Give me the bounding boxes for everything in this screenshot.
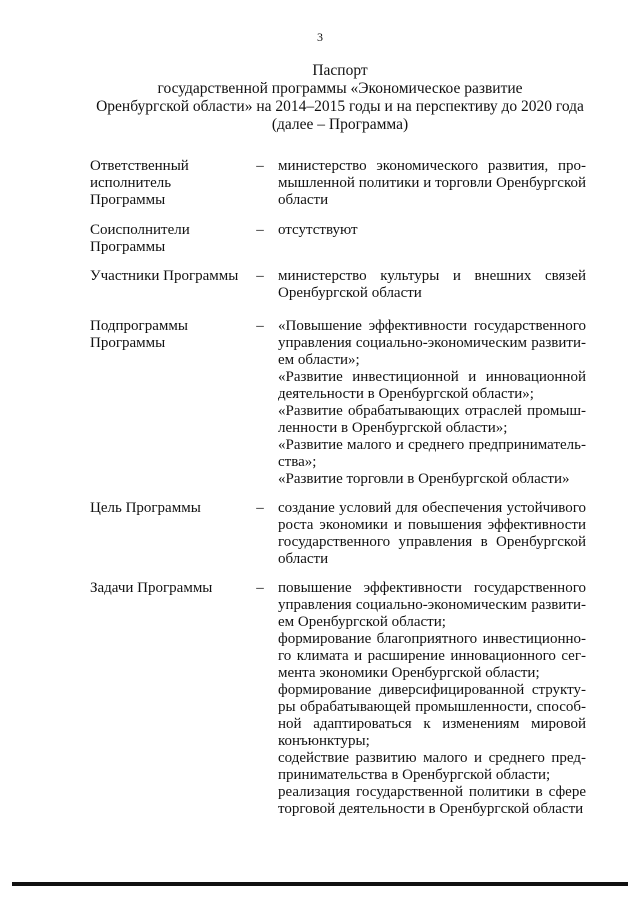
row-content: [278, 222, 586, 239]
content-line: формирование благоприятного инвестиционно-: [278, 631, 586, 647]
row-dash: –: [256, 222, 264, 238]
row-content: [278, 500, 586, 568]
content-line: торговой деятельности в Оренбургской области: [278, 801, 584, 817]
label-line: Программы: [90, 192, 166, 208]
content-line: ства»;: [278, 454, 317, 470]
content-line: принимательства в Оренбургской области;: [278, 767, 551, 783]
content-line: ной адаптироваться к изменениям мировой: [278, 716, 586, 732]
content-line: роста экономики и повышения эффективности: [278, 517, 586, 533]
row-dash: –: [256, 318, 264, 334]
content-line: содействие развитию малого и среднего пред-: [278, 750, 586, 766]
content-line: ленности в Оренбургской области»;: [278, 420, 508, 436]
row-content: [278, 158, 586, 209]
content-line: реализация государственной политики в сфере: [278, 784, 586, 800]
row-label: [90, 222, 250, 256]
title-line-abbrev: (далее – Программа): [271, 116, 409, 133]
title-line-region-period: Оренбургской области» на 2014–2015 годы и на перспективу до 2020 года: [96, 98, 584, 115]
label-line: исполнитель: [90, 175, 172, 191]
content-line: области: [278, 551, 329, 567]
row-content: [278, 268, 586, 302]
label-line: Цель Программы: [90, 500, 201, 516]
bottom-rule: [12, 882, 628, 886]
content-line: формирование диверсифицированной структу-: [278, 682, 586, 698]
row-label: [90, 318, 250, 352]
label-line: Подпрограммы: [90, 318, 188, 334]
label-line: Программы: [90, 335, 166, 351]
content-line: «Развитие торговли в Оренбургской области»: [278, 471, 570, 487]
content-line: ем области»;: [278, 352, 360, 368]
content-line: министерство экономического развития, про-: [278, 158, 586, 174]
content-line: ем Оренбургской области;: [278, 614, 446, 630]
content-line: деятельности в Оренбургской области»;: [278, 386, 534, 402]
content-line: управления социально-экономическим развити-: [278, 335, 586, 351]
content-line: «Развитие обрабатывающих отраслей промыш-: [278, 403, 586, 419]
label-line: Программы: [90, 239, 166, 255]
row-label: [90, 580, 250, 597]
content-line: «Развитие инвестиционной и инновационной: [278, 369, 586, 385]
content-line: Оренбургской области: [278, 285, 422, 301]
label-line: Участники Программы: [90, 268, 239, 284]
content-line: ры обрабатывающей промышленности, способ-: [278, 699, 586, 715]
row-label: [90, 500, 250, 517]
label-line: Ответственный: [90, 158, 189, 174]
content-line: «Развитие малого и среднего предприниматель-: [278, 437, 586, 453]
content-line: мента экономики Оренбургской области;: [278, 665, 540, 681]
row-label: [90, 158, 250, 209]
label-line: Задачи Программы: [90, 580, 213, 596]
row-content: [278, 580, 586, 818]
content-line: создание условий для обеспечения устойчивого: [278, 500, 586, 516]
title-line-program: государственной программы «Экономическое развитие: [157, 80, 523, 97]
content-line: области: [278, 192, 329, 208]
content-line: отсутствуют: [278, 222, 358, 238]
content-line: министерство культуры и внешних связей: [278, 268, 586, 284]
content-line: мышленной политики и торговли Оренбургской: [278, 175, 586, 191]
content-line: управления социально-экономическим развити-: [278, 597, 586, 613]
label-line: Соисполнители: [90, 222, 190, 238]
content-line: «Повышение эффективности государственного: [278, 318, 586, 334]
row-dash: –: [256, 500, 264, 516]
row-dash: –: [256, 580, 264, 596]
row-content: [278, 318, 586, 488]
row-label: [90, 268, 250, 285]
content-line: го климата и расширение инновационного сег-: [278, 648, 586, 664]
title-line-passport: Паспорт: [312, 62, 368, 79]
content-line: конъюнктуры;: [278, 733, 370, 749]
row-dash: –: [256, 158, 264, 174]
content-line: повышение эффективности государственного: [278, 580, 586, 596]
row-dash: –: [256, 268, 264, 284]
document-title: [60, 62, 620, 134]
content-line: государственного управления в Оренбургской: [278, 534, 586, 550]
page-number: 3: [317, 30, 323, 44]
